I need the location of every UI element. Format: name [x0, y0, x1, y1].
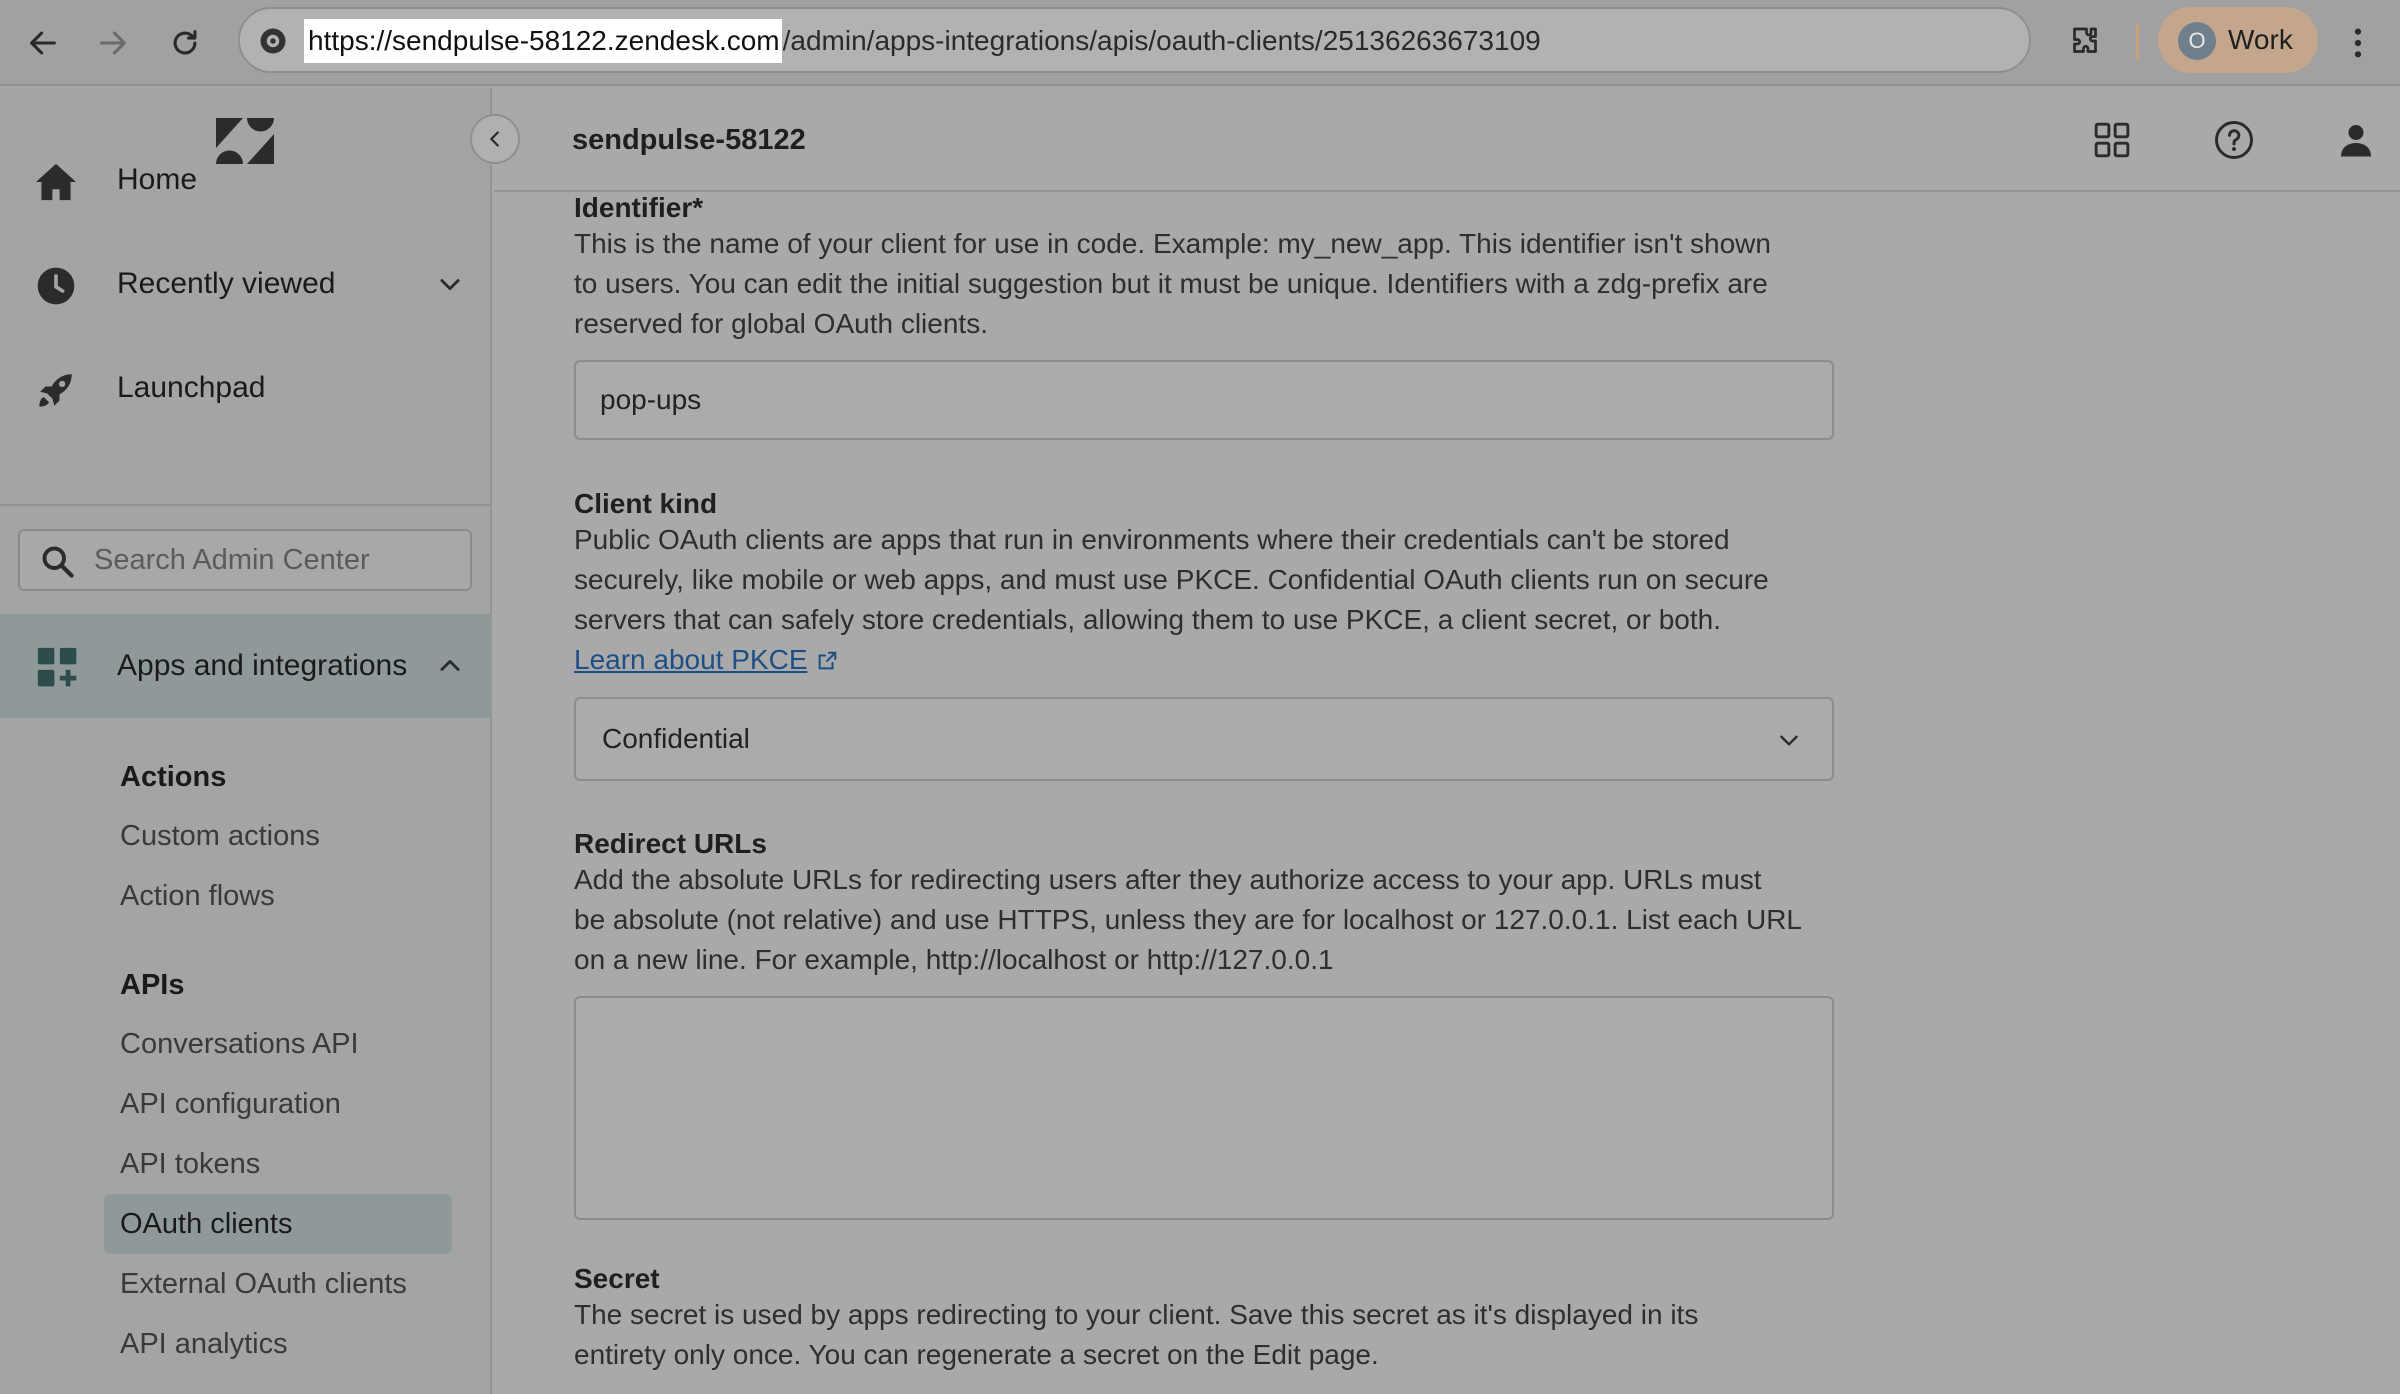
browser-menu-button[interactable]: [2338, 18, 2378, 68]
search-input[interactable]: [92, 533, 462, 587]
help-line: be absolute (not relative) and use HTTPS, unless they are for localhost or 127.0.0.1. List each URL: [574, 904, 1802, 935]
forward-button[interactable]: [88, 18, 138, 68]
url-path: /admin/apps-integrations/apis/oauth-clients/25136263673109: [782, 25, 1541, 56]
client-kind-selected: Confidential: [602, 723, 750, 754]
sidebar-item-label: Recently viewed: [117, 267, 336, 300]
chevron-up-icon: [436, 652, 464, 680]
nav-group-heading-actions: Actions: [120, 761, 227, 793]
admin-header: [494, 88, 2400, 192]
chevron-left-icon: [484, 128, 506, 150]
help-line: on a new line. For example, http://localhost or http://127.0.0.1: [574, 944, 1334, 975]
profile-avatar: O: [2178, 22, 2216, 60]
learn-about-pkce-link[interactable]: Learn about PKCE: [574, 644, 808, 675]
products-button[interactable]: [2090, 118, 2134, 162]
client-kind-label: Client kind: [574, 488, 718, 519]
apps-grid-icon: [36, 646, 80, 690]
nav-item-conversations-api[interactable]: Conversations API: [120, 1028, 359, 1060]
help-line: securely, like mobile or web apps, and must use PKCE. Confidential OAuth clients run on secure: [574, 564, 1769, 595]
help-line: The secret is used by apps redirecting to your client. Save this secret as it's displayed in its: [574, 1299, 1699, 1330]
home-icon: [34, 160, 78, 204]
sidebar-item-label: Home: [117, 163, 198, 196]
redirect-urls-textarea[interactable]: [574, 996, 1834, 1220]
url-host: https://sendpulse-58122.zendesk.com: [304, 19, 782, 63]
extensions-button[interactable]: [2060, 16, 2110, 66]
nav-item-action-flows[interactable]: Action flows: [120, 880, 275, 912]
sidebar-item-label: Launchpad: [117, 371, 266, 404]
nav-item-oauth-clients[interactable]: OAuth clients: [104, 1194, 452, 1254]
nav-item-external-oauth-clients[interactable]: External OAuth clients: [120, 1268, 407, 1300]
toolbar-divider: [2136, 24, 2139, 60]
redirect-urls-help: [574, 860, 1844, 980]
admin-search[interactable]: [18, 529, 472, 591]
address-url[interactable]: [304, 19, 1541, 63]
back-button[interactable]: [18, 18, 68, 68]
secret-label: Secret: [574, 1263, 660, 1294]
identifier-input[interactable]: pop-ups: [574, 360, 1834, 440]
identifier-label: Identifier*: [574, 192, 704, 223]
sidebar-item-home[interactable]: [0, 128, 492, 232]
forward-arrow-icon: [96, 26, 130, 60]
sidebar-item-recently-viewed[interactable]: [0, 232, 492, 336]
sidebar-divider: [0, 504, 492, 506]
chevron-down-icon: [1776, 727, 1802, 753]
nav-item-api-analytics[interactable]: API analytics: [120, 1328, 288, 1360]
profile-name: Work: [2228, 24, 2293, 55]
nav-item-api-tokens[interactable]: API tokens: [120, 1148, 261, 1180]
redirect-urls-label: Redirect URLs: [574, 828, 767, 859]
puzzle-icon: [2067, 23, 2103, 59]
identifier-help: [574, 224, 1844, 344]
secret-help: [574, 1295, 1844, 1375]
nav-item-api-configuration[interactable]: API configuration: [120, 1088, 341, 1120]
help-line: entirety only once. You can regenerate a secret on the Edit page.: [574, 1339, 1379, 1370]
chevron-down-icon: [436, 270, 464, 298]
clock-icon: [34, 264, 78, 308]
grid-icon: [2093, 121, 2131, 159]
help-line: Add the absolute URLs for redirecting users after they authorize access to your app. URLs must: [574, 864, 1762, 895]
help-button[interactable]: [2212, 118, 2256, 162]
rocket-icon: [34, 368, 78, 412]
help-line: Public OAuth clients are apps that run in environments where their credentials can't be stored: [574, 524, 1730, 555]
admin-sidebar: [0, 88, 492, 1394]
client-kind-help: [574, 520, 1844, 680]
back-arrow-icon: [26, 26, 60, 60]
external-link-icon: [816, 650, 838, 672]
search-icon: [40, 544, 76, 580]
user-icon: [2338, 121, 2374, 159]
help-line: to users. You can edit the initial suggestion but it must be unique. Identifiers with a zdg-prefix are: [574, 268, 1768, 299]
site-info-icon[interactable]: [254, 22, 292, 60]
browser-toolbar: [0, 0, 2400, 86]
collapse-sidebar-button[interactable]: [470, 114, 520, 164]
oauth-client-form: [494, 192, 2400, 1394]
nav-group-heading-apis: APIs: [120, 969, 185, 1001]
sidebar-item-launchpad[interactable]: [0, 336, 492, 440]
client-kind-select[interactable]: [574, 697, 1834, 781]
sidebar-item-apps-and-integrations[interactable]: [0, 614, 492, 718]
help-circle-icon: [2214, 120, 2254, 160]
help-line: servers that can safely store credentials, allowing them to use PKCE, a client secret, or both.: [574, 604, 1721, 635]
help-line: [574, 640, 1844, 680]
reload-button[interactable]: [160, 18, 210, 68]
more-vertical-icon: [2352, 26, 2364, 60]
sidebar-item-label: Apps and integrations: [117, 649, 408, 682]
user-profile-button[interactable]: [2334, 118, 2378, 162]
help-line: This is the name of your client for use in code. Example: my_new_app. This identifier isn't shown: [574, 228, 1771, 259]
account-name: sendpulse-58122: [572, 124, 806, 156]
nav-item-custom-actions[interactable]: Custom actions: [120, 820, 320, 852]
reload-icon: [168, 26, 202, 60]
address-bar[interactable]: [238, 7, 2031, 73]
help-line: reserved for global OAuth clients.: [574, 308, 988, 339]
profile-button[interactable]: [2158, 7, 2318, 73]
